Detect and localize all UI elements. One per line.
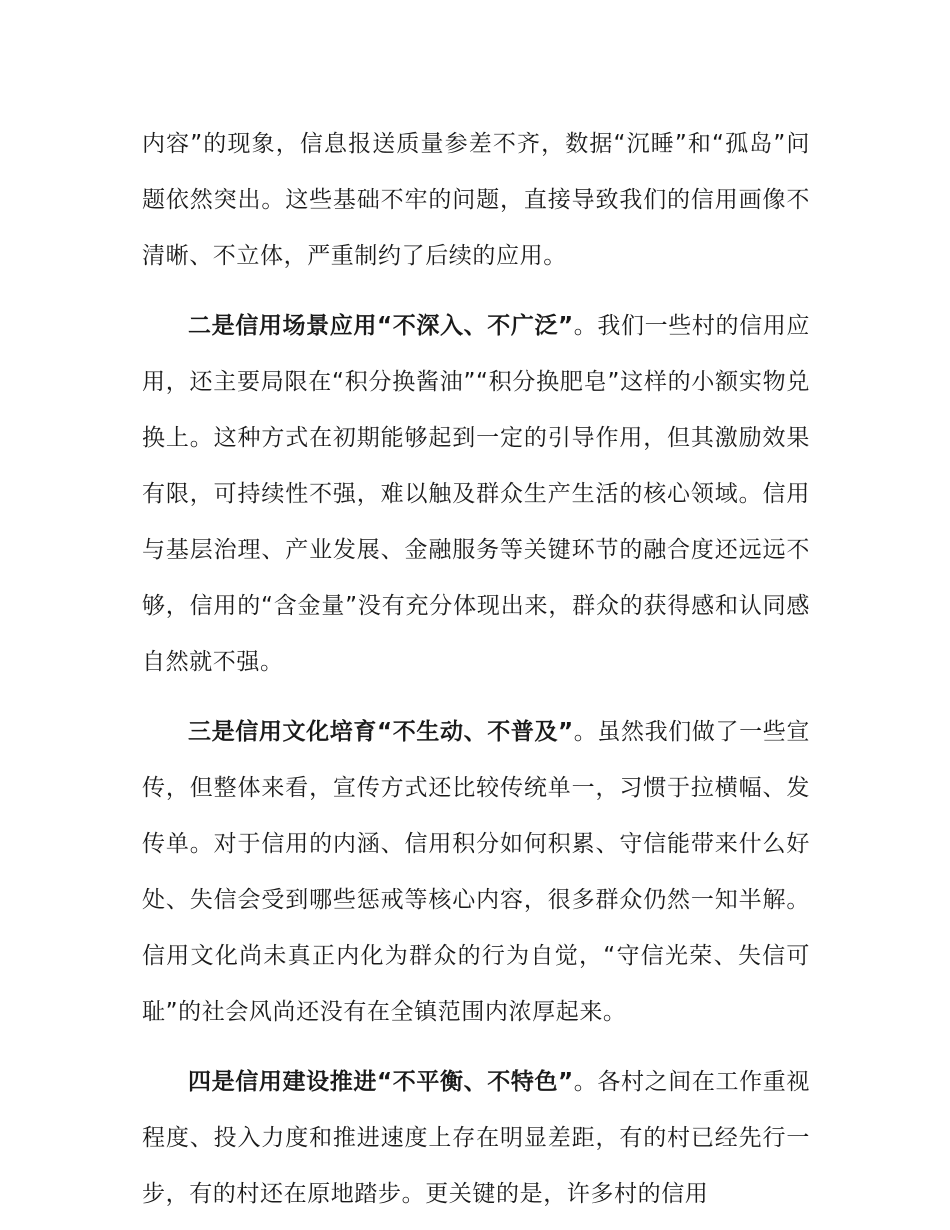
paragraph-text: 。各村之间在工作重视程度、投入力度和推进速度上存在明显差距，有的村已经先行一步，有的村还在原地踏步。更关键的是，许多村的信用 xyxy=(142,1069,810,1207)
paragraph-credit-culture xyxy=(142,704,810,1040)
paragraph-scene-application xyxy=(142,298,810,690)
paragraph-text: 内容”的现象，信息报送质量参差不齐，数据“沉睡”和“孤岛”问题依然突出。这些基础不牢的问题，直接导致我们的信用画像不清晰、不立体，严重制约了后续的应用。 xyxy=(142,131,810,269)
paragraph-text: 。虽然我们做了一些宣传，但整体来看，宣传方式还比较传统单一，习惯于拉横幅、发传单。对于信用的内涵、信用积分如何积累、守信能带来什么好处、失信会受到哪些惩戒等核心内容，很多群众仍然一知半解。信用文化尚未真正内化为群众的行为自觉，“守信光荣、失信可耻”的社会风尚还没有在全镇范围内浓厚起来。 xyxy=(142,719,810,1025)
paragraph-text: 。我们一些村的信用应用，还主要局限在“积分换酱油”“积分换肥皂”这样的小额实物兑换上。这种方式在初期能够起到一定的引导作用，但其激励效果有限，可持续性不强，难以触及群众生产生活的核心领域。信用与基层治理、产业发展、金融服务等关键环节的融合度还远远不够，信用的“含金量”没有充分体现出来，群众的获得感和认同感自然就不强。 xyxy=(142,313,810,675)
paragraph-credit-construction xyxy=(142,1054,810,1222)
paragraph-heading: 三是信用文化培育“不生动、不普及” xyxy=(188,719,574,745)
paragraph-continuation xyxy=(142,116,810,284)
paragraph-heading: 二是信用场景应用“不深入、不广泛” xyxy=(188,313,574,339)
document-body xyxy=(142,116,810,1222)
paragraph-heading: 四是信用建设推进“不平衡、不特色” xyxy=(188,1069,574,1095)
